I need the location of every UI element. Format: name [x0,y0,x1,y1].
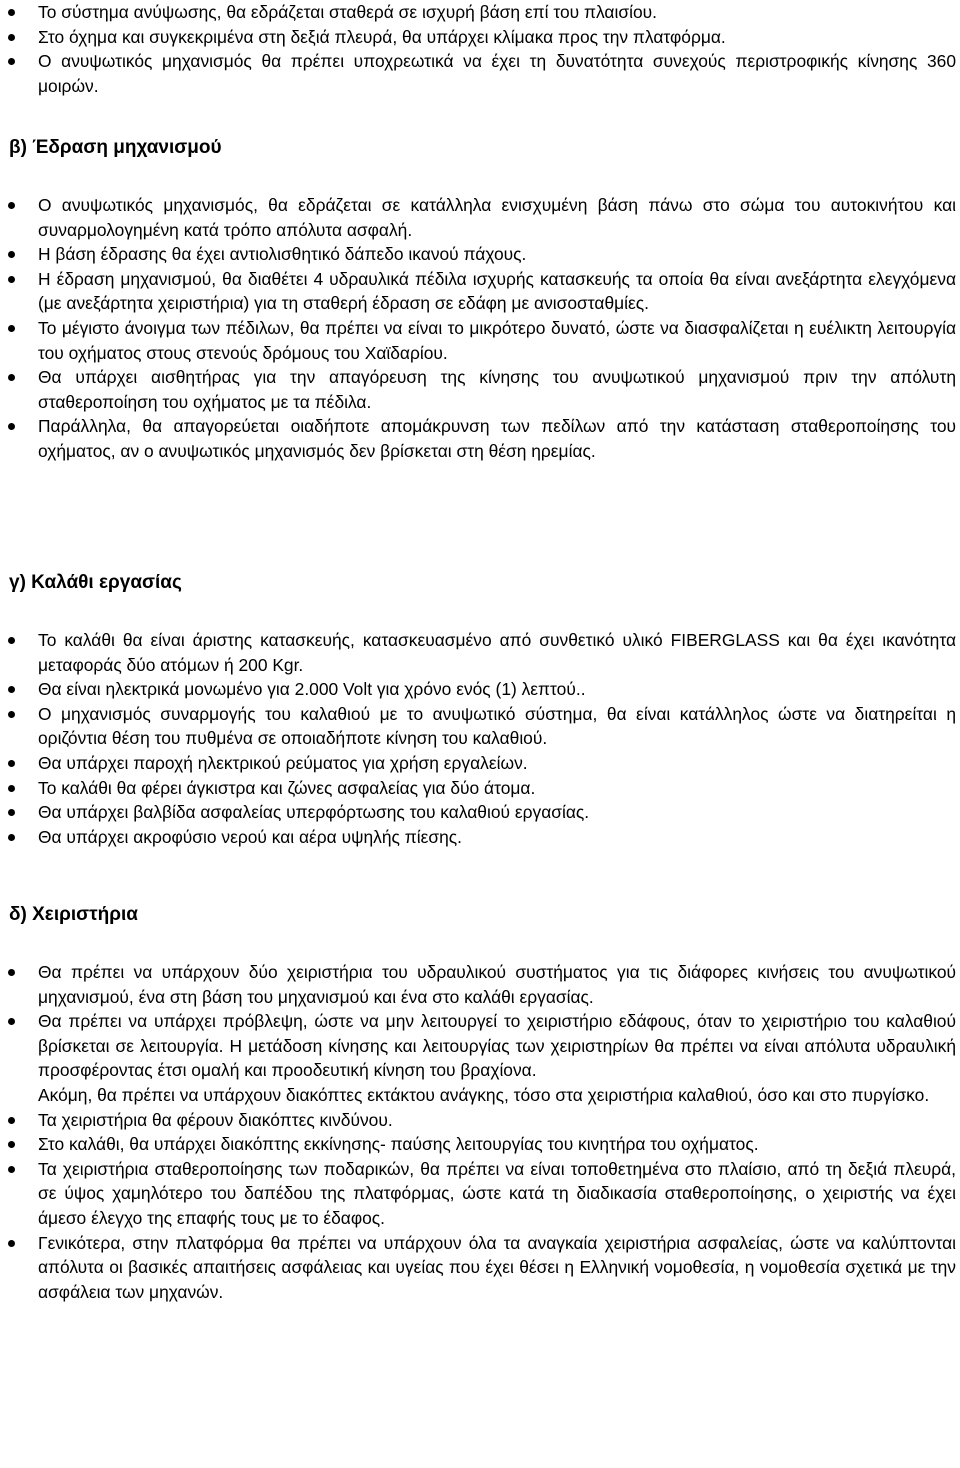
section-heading-c: γ) Καλάθι εργασίας [9,572,182,593]
list-item: Τα χειριστήρια σταθεροποίησης των ποδαρικών, θα πρέπει να είναι τοποθετημένα στο πλαίσιο, από τη δεξιά πλευρά, σε ύψος χαμηλότερο του δαπέδου της πλατφόρμας, ώστε κατά τη διαδικασία σταθεροποίησης, ο χειριστής να έχει άμεσο έλεγχο της επαφής τους με το έδαφος. [0,1157,956,1231]
section-d-list [0,960,956,1304]
list-item: Θα είναι ηλεκτρικά μονωμένο για 2.000 Volt για χρόνο ενός (1) λεπτού.. [0,677,956,702]
list-item: Θα υπάρχει αισθητήρας για την απαγόρευση της κίνησης του ανυψωτικού μηχανισμού πριν την απόλυτη σταθεροποίηση του οχήματος με τα πέδιλα. [0,365,956,414]
list-item: Στο καλάθι, θα υπάρχει διακόπτης εκκίνησης- παύσης λειτουργίας του κινητήρα του οχήματος. [0,1132,956,1157]
section-b-list [0,193,956,464]
list-item: Θα πρέπει να υπάρχουν δύο χειριστήρια του υδραυλικού συστήματος για τις διάφορες κινήσεις του ανυψωτικού μηχανισμού, ένα στη βάση του μηχανισμού και ένα στο καλάθι εργασίας. [0,960,956,1009]
list-item: Η βάση έδρασης θα έχει αντιολισθητικό δάπεδο ικανού πάχους. [0,242,956,267]
list-item: Ο μηχανισμός συναρμογής του καλαθιού με το ανυψωτικό σύστημα, θα είναι κατάλληλος ώστε να διατηρείται η οριζόντια θέση του πυθμένα σε οποιαδήποτε κίνηση του καλαθιού. [0,702,956,751]
list-item: Ο ανυψωτικός μηχανισμός θα πρέπει υποχρεωτικά να έχει τη δυνατότητα συνεχούς περιστροφικής κίνησης 360 μοιρών. [0,49,956,98]
list-item: Θα πρέπει να υπάρχει πρόβλεψη, ώστε να μην λειτουργεί το χειριστήριο εδάφους, όταν το χειριστήριο του καλαθιού βρίσκεται σε λειτουργία. Η μετάδοση κίνησης και λειτουργίας των χειριστηρίων θα πρέπει να είναι απόλυτα υδραυλική προσφέροντας έτσι ομαλή και προοδευτική κίνηση του βραχίονα. [0,1009,956,1083]
section-a-list [0,0,956,98]
list-item: Το σύστημα ανύψωσης, θα εδράζεται σταθερά σε ισχυρή βάση επί του πλαισίου. [0,0,956,25]
list-item: Γενικότερα, στην πλατφόρμα θα πρέπει να υπάρχουν όλα τα αναγκαία χειριστήρια ασφαλείας, ώστε να καλύπτονται απόλυτα οι βασικές απαιτήσεις ασφάλειας και υγείας που έχει θέσει η Ελληνική νομοθεσία, η νομοθεσία σχετικά με την ασφάλεια των μηχανών. [0,1231,956,1305]
section-c-list [0,628,956,849]
list-item: Ο ανυψωτικός μηχανισμός, θα εδράζεται σε κατάλληλα ενισχυμένη βάση πάνω στο σώμα του αυτοκινήτου και συναρμολογημένη κατά τρόπο απόλυτα ασφαλή. [0,193,956,242]
list-item: Το καλάθι θα φέρει άγκιστρα και ζώνες ασφαλείας για δύο άτομα. [0,776,956,801]
list-item: Το μέγιστο άνοιγμα των πέδιλων, θα πρέπει να είναι το μικρότερο δυνατό, ώστε να διασφαλίζεται η ευέλικτη λειτουργία του οχήματος στους στενούς δρόμους του Χαϊδαρίου. [0,316,956,365]
list-item: Η έδραση μηχανισμού, θα διαθέτει 4 υδραυλικά πέδιλα ισχυρής κατασκευής τα οποία θα είναι ανεξάρτητα ελεγχόμενα (με ανεξάρτητα χειριστήρια) για τη σταθερή έδραση σε εδάφη με ανισοσταθμίες. [0,267,956,316]
list-item-continuation: Ακόμη, θα πρέπει να υπάρχουν διακόπτες εκτάκτου ανάγκης, τόσο στα χειριστήρια καλαθιού, όσο και στο πυργίσκο. [38,1084,930,1105]
list-item: Θα υπάρχει βαλβίδα ασφαλείας υπερφόρτωσης του καλαθιού εργασίας. [0,800,956,825]
section-heading-d: δ) Χειριστήρια [9,904,138,925]
list-item: Στο όχημα και συγκεκριμένα στη δεξιά πλευρά, θα υπάρχει κλίμακα προς την πλατφόρμα. [0,25,956,50]
list-item: Παράλληλα, θα απαγορεύεται οιαδήποτε απομάκρυνση των πεδίλων από την κατάσταση σταθεροποίησης του οχήματος, αν ο ανυψωτικός μηχανισμός δεν βρίσκεται στη θέση ηρεμίας. [0,414,956,463]
list-item: Τα χειριστήρια θα φέρουν διακόπτες κινδύνου. [0,1108,956,1133]
section-heading-b: β) Έδραση μηχανισμού [9,137,222,158]
list-item: Θα υπάρχει ακροφύσιο νερού και αέρα υψηλής πίεσης. [0,825,956,850]
list-item: Το καλάθι θα είναι άριστης κατασκευής, κατασκευασμένο από συνθετικό υλικό FIBERGLASS και θα έχει ικανότητα μεταφοράς δύο ατόμων ή 200 Kgr. [0,628,956,677]
list-item: Θα υπάρχει παροχή ηλεκτρικού ρεύματος για χρήση εργαλείων. [0,751,956,776]
